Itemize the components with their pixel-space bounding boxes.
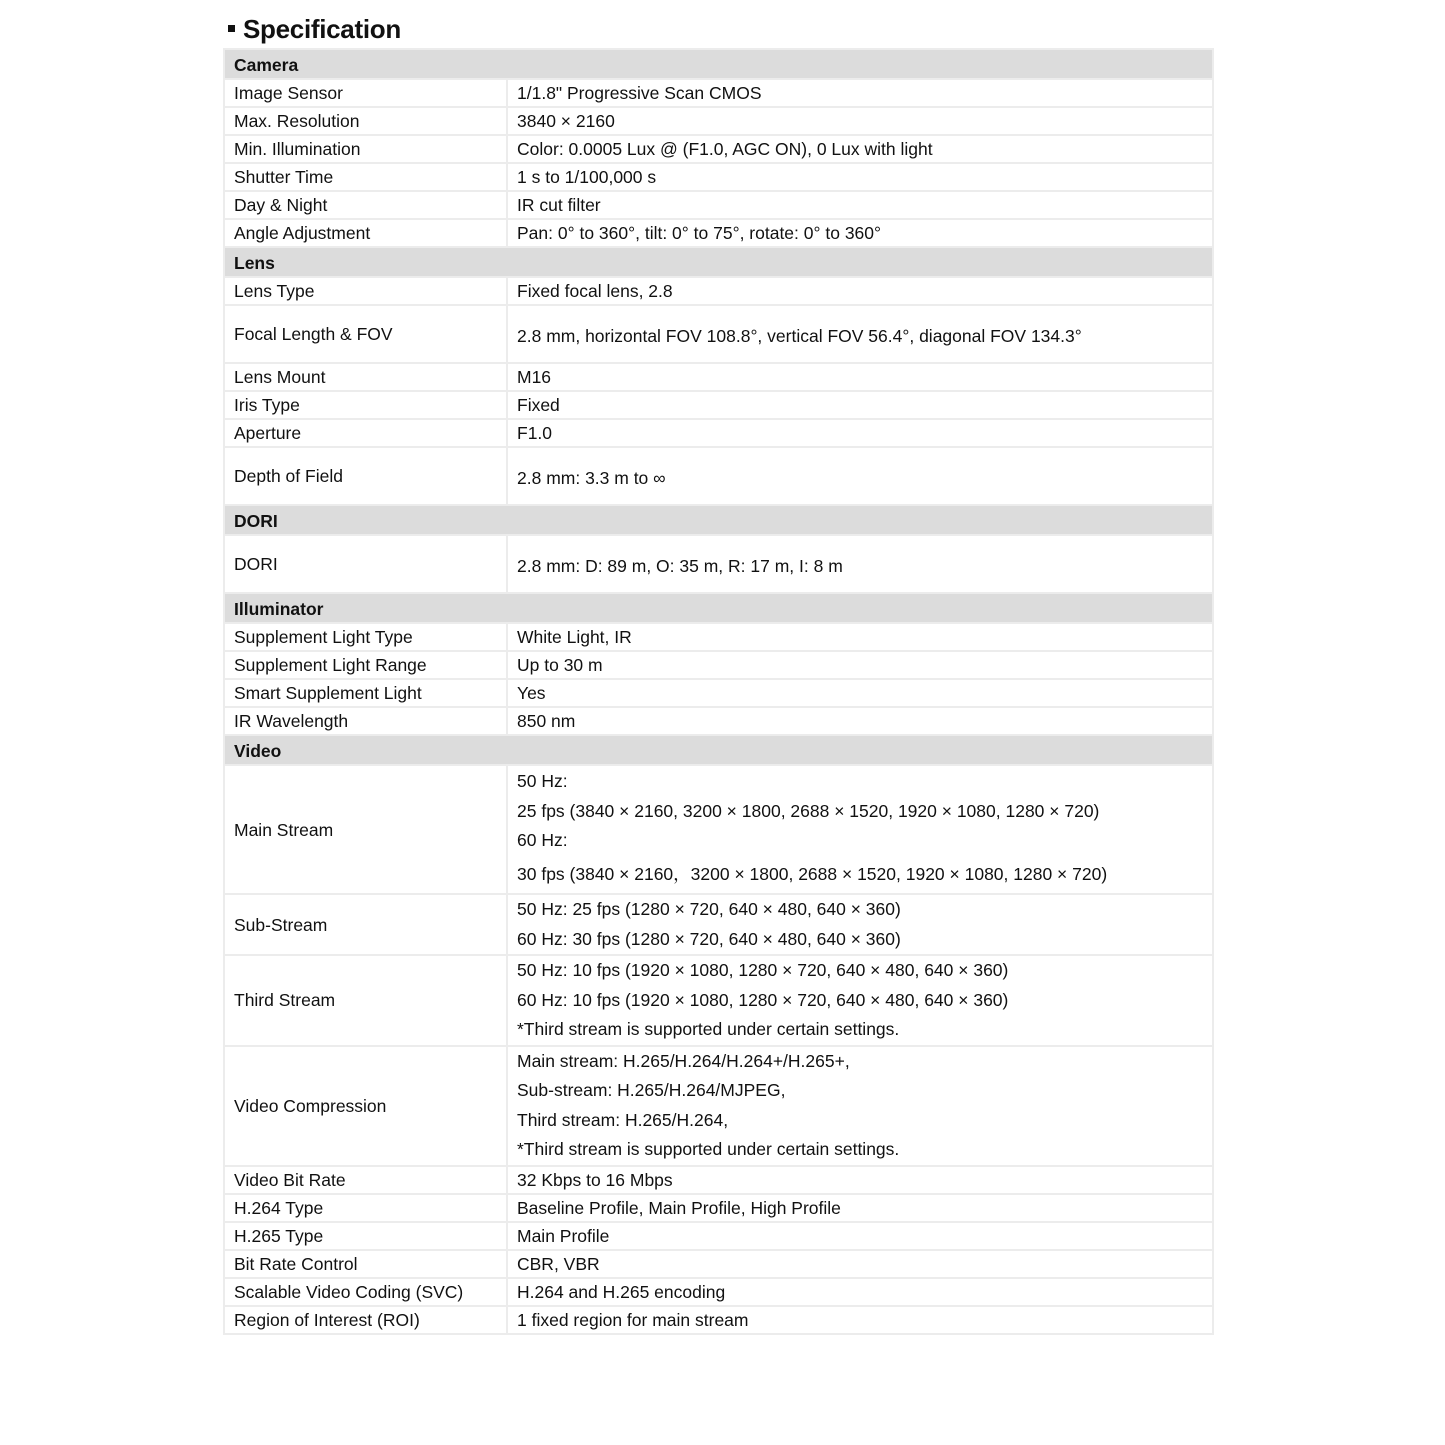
spec-label: Min. Illumination	[224, 135, 507, 163]
spec-row	[224, 707, 1213, 735]
spec-value-line: 2.8 mm: D: 89 m, O: 35 m, R: 17 m, I: 8 m	[517, 556, 843, 576]
section-header-camera	[224, 49, 1213, 79]
spec-value-line: 60 Hz: 30 fps (1280 × 720, 640 × 480, 640 × 360)	[517, 928, 901, 949]
specification-table-body	[224, 49, 1213, 1334]
spec-value: 850 nm	[507, 707, 1213, 735]
spec-value-line: 30 fps (3840 × 2160，3200 × 1800, 2688 × 1520, 1920 × 1080, 1280 × 720)	[517, 863, 1108, 884]
spec-value-line: Sub-stream: H.265/H.264/MJPEG,	[517, 1080, 786, 1100]
spec-row	[224, 651, 1213, 679]
spec-value	[507, 305, 1213, 363]
spec-label: Main Stream	[224, 765, 507, 894]
spec-value: 3840 × 2160	[507, 107, 1213, 135]
spec-value: F1.0	[507, 419, 1213, 447]
spec-label: Supplement Light Type	[224, 623, 507, 651]
section-title: Lens	[224, 247, 1213, 277]
spec-value-line: 60 Hz:	[517, 830, 568, 851]
spec-value-line: 2.8 mm: 3.3 m to ∞	[517, 468, 666, 488]
spec-value: Baseline Profile, Main Profile, High Profile	[507, 1194, 1213, 1222]
spec-label: Third Stream	[224, 955, 507, 1046]
spec-value: Color: 0.0005 Lux @ (F1.0, AGC ON), 0 Lux with light	[507, 135, 1213, 163]
spec-value	[507, 765, 1213, 894]
spec-value: 1/1.8" Progressive Scan CMOS	[507, 79, 1213, 107]
spec-label: DORI	[224, 535, 507, 593]
spec-value: Main Profile	[507, 1222, 1213, 1250]
section-title: DORI	[224, 505, 1213, 535]
spec-value	[507, 535, 1213, 593]
spec-value: Fixed	[507, 391, 1213, 419]
spec-row	[224, 765, 1213, 894]
spec-value-line: *Third stream is supported under certain settings.	[517, 1139, 900, 1159]
spec-value: H.264 and H.265 encoding	[507, 1278, 1213, 1306]
spec-row	[224, 163, 1213, 191]
spec-label: Region of Interest (ROI)	[224, 1306, 507, 1334]
spec-label: Day & Night	[224, 191, 507, 219]
spec-row	[224, 447, 1213, 505]
spec-value: M16	[507, 363, 1213, 391]
spec-row	[224, 1250, 1213, 1278]
spec-value-line: 60 Hz: 10 fps (1920 × 1080, 1280 × 720, 640 × 480, 640 × 360)	[517, 989, 1009, 1010]
spec-row	[224, 1222, 1213, 1250]
section-title: Video	[224, 735, 1213, 765]
spec-row	[224, 894, 1213, 955]
spec-value-line: 50 Hz: 25 fps (1280 × 720, 640 × 480, 640 × 360)	[517, 899, 901, 919]
spec-label: Lens Type	[224, 277, 507, 305]
spec-label: Depth of Field	[224, 447, 507, 505]
spec-row	[224, 107, 1213, 135]
specification-table	[223, 48, 1214, 1335]
spec-value: Fixed focal lens, 2.8	[507, 277, 1213, 305]
spec-row	[224, 535, 1213, 593]
spec-label: Shutter Time	[224, 163, 507, 191]
spec-row	[224, 277, 1213, 305]
spec-label: H.265 Type	[224, 1222, 507, 1250]
section-header-video	[224, 735, 1213, 765]
spec-row	[224, 135, 1213, 163]
spec-row	[224, 1278, 1213, 1306]
spec-row	[224, 955, 1213, 1046]
spec-value: 32 Kbps to 16 Mbps	[507, 1166, 1213, 1194]
section-title: Illuminator	[224, 593, 1213, 623]
spec-value-line: Main stream: H.265/H.264/H.264+/H.265+,	[517, 1050, 850, 1071]
spec-value: IR cut filter	[507, 191, 1213, 219]
square-bullet-icon	[228, 25, 235, 32]
spec-value: Pan: 0° to 360°, tilt: 0° to 75°, rotate: 0° to 360°	[507, 219, 1213, 247]
spec-value: CBR, VBR	[507, 1250, 1213, 1278]
spec-label: Angle Adjustment	[224, 219, 507, 247]
spec-value	[507, 894, 1213, 955]
spec-label: Max. Resolution	[224, 107, 507, 135]
spec-row	[224, 1046, 1213, 1166]
spec-label: Image Sensor	[224, 79, 507, 107]
spec-value-line: *Third stream is supported under certain settings.	[517, 1019, 900, 1039]
spec-label: Lens Mount	[224, 363, 507, 391]
spec-row	[224, 391, 1213, 419]
section-header-lens	[224, 247, 1213, 277]
spec-label: Iris Type	[224, 391, 507, 419]
spec-value	[507, 955, 1213, 1046]
spec-row	[224, 1306, 1213, 1334]
spec-label: Bit Rate Control	[224, 1250, 507, 1278]
spec-value-line: 2.8 mm, horizontal FOV 108.8°, vertical FOV 56.4°, diagonal FOV 134.3°	[517, 326, 1082, 346]
spec-value: 1 s to 1/100,000 s	[507, 163, 1213, 191]
section-header-dori	[224, 505, 1213, 535]
spec-label: Smart Supplement Light	[224, 679, 507, 707]
spec-label: Scalable Video Coding (SVC)	[224, 1278, 507, 1306]
spec-value-line: 50 Hz:	[517, 771, 568, 792]
spec-row	[224, 219, 1213, 247]
spec-row	[224, 623, 1213, 651]
spec-value	[507, 447, 1213, 505]
spec-row	[224, 1194, 1213, 1222]
spec-label: Focal Length & FOV	[224, 305, 507, 363]
spec-row	[224, 305, 1213, 363]
spec-row	[224, 679, 1213, 707]
spec-label: Aperture	[224, 419, 507, 447]
spec-row	[224, 419, 1213, 447]
spec-label: Sub-Stream	[224, 894, 507, 955]
spec-value-line: 50 Hz: 10 fps (1920 × 1080, 1280 × 720, 640 × 480, 640 × 360)	[517, 960, 1009, 980]
page-title	[228, 14, 401, 45]
section-header-illuminator	[224, 593, 1213, 623]
spec-label: Video Bit Rate	[224, 1166, 507, 1194]
spec-label: IR Wavelength	[224, 707, 507, 735]
spec-value: Yes	[507, 679, 1213, 707]
spec-row	[224, 363, 1213, 391]
spec-value	[507, 1046, 1213, 1166]
spec-label: H.264 Type	[224, 1194, 507, 1222]
section-title: Camera	[224, 49, 1213, 79]
spec-value-line: 25 fps (3840 × 2160, 3200 × 1800, 2688 × 1520, 1920 × 1080, 1280 × 720)	[517, 800, 1100, 821]
spec-label: Supplement Light Range	[224, 651, 507, 679]
spec-row	[224, 1166, 1213, 1194]
spec-row	[224, 191, 1213, 219]
spec-row	[224, 79, 1213, 107]
spec-value-line: Third stream: H.265/H.264,	[517, 1109, 729, 1130]
spec-value: Up to 30 m	[507, 651, 1213, 679]
page-title-text: Specification	[243, 14, 401, 44]
spec-value: White Light, IR	[507, 623, 1213, 651]
spec-label: Video Compression	[224, 1046, 507, 1166]
spec-value: 1 fixed region for main stream	[507, 1306, 1213, 1334]
